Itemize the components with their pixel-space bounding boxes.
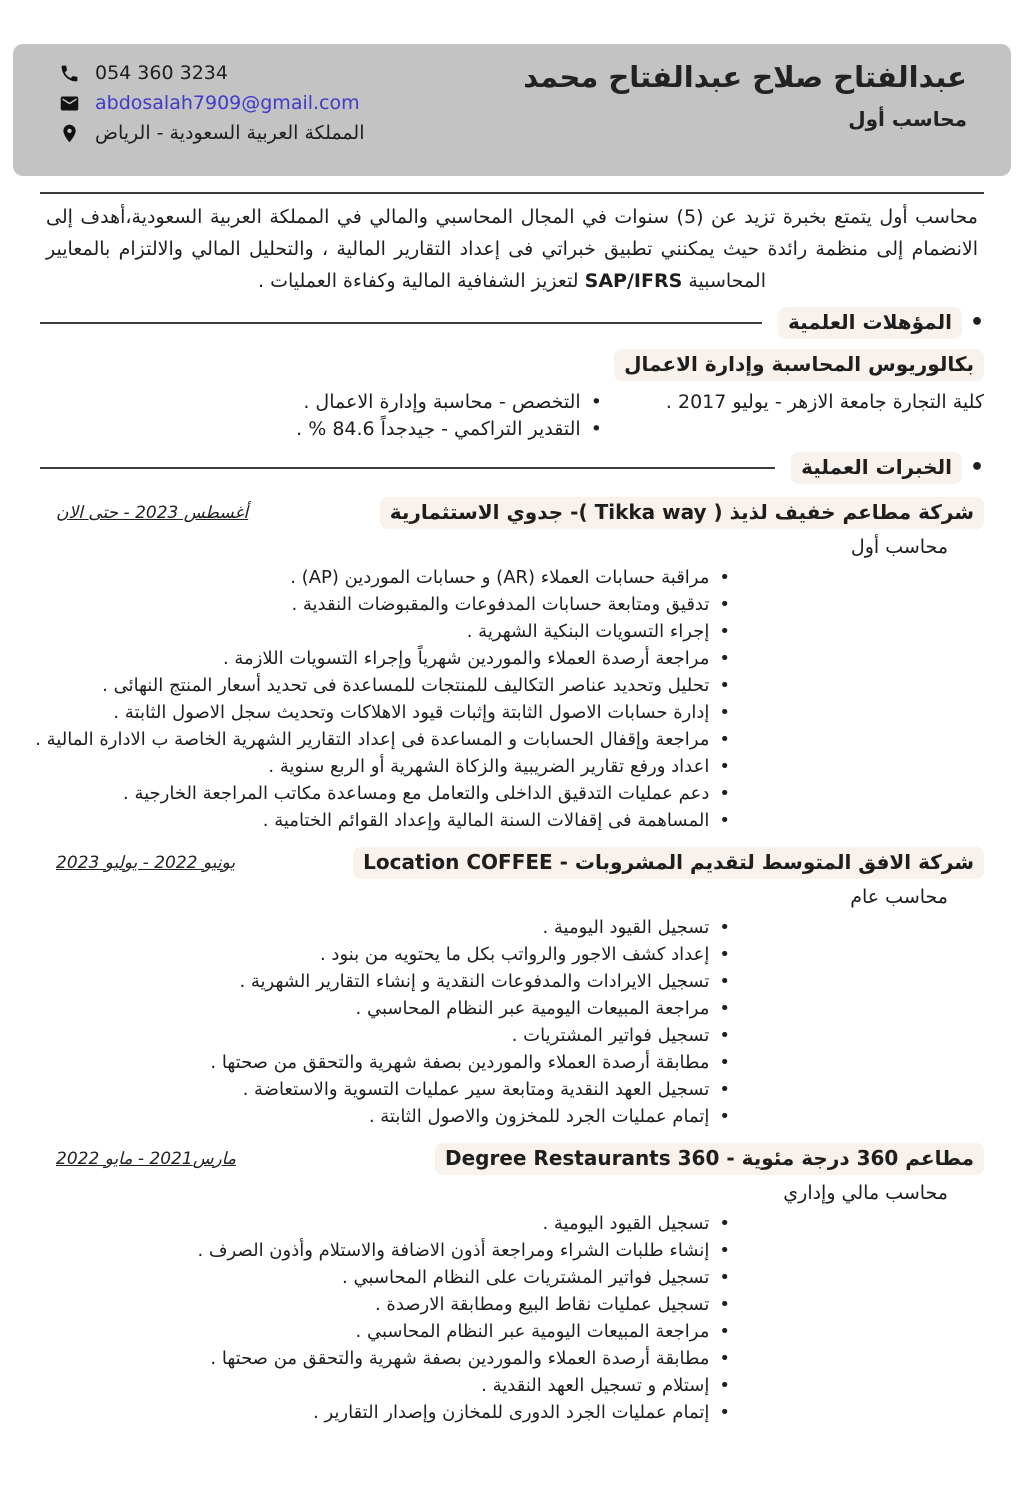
job-bullet: • مراجعة المبيعات اليومية عبر النظام المحاسبي .	[40, 1318, 730, 1345]
experience-heading: الخبرات العملية	[791, 452, 962, 484]
candidate-name: عبدالفتاح صلاح عبدالفتاح محمد	[523, 60, 967, 94]
job-role: محاسب مالي وإداري	[783, 1181, 948, 1204]
job-bullet: • إتمام عمليات الجرد للمخزون والاصول الثابتة .	[40, 1103, 730, 1130]
summary-text-2: لتعزيز الشفافية المالية وكفاءة العمليات .	[258, 269, 579, 292]
job-bullet: • تحليل وتحديد عناصر التكاليف للمنتجات للمساعدة فى تحديد أسعار المنتج النهائى .	[40, 672, 730, 699]
contact-location-row	[59, 122, 364, 144]
job-entry	[40, 847, 984, 1130]
job-bullet: • إدارة حسابات الاصول الثابتة وإثبات قيود الاهلاكات وتحديث سجل الاصول الثابتة .	[40, 699, 730, 726]
education-detail-item: • التخصص - محاسبة وإدارة الاعمال .	[296, 389, 602, 416]
job-bullet: • تدقيق ومتابعة حسابات المدفوعات والمقبوضات النقدية .	[40, 591, 730, 618]
resume-header	[13, 44, 1011, 176]
job-bullet-list	[40, 1210, 730, 1426]
job-entry	[35, 497, 984, 834]
company-name: شركة الافق المتوسط لتقديم المشروبات - Location COFFEE	[353, 847, 984, 879]
email-link[interactable]: abdosalah7909@gmail.com	[95, 92, 360, 114]
identity-block	[523, 60, 967, 176]
job-bullet: • تسجيل فواتير المشتريات .	[40, 1022, 730, 1049]
summary-text-1: محاسب أول يتمتع بخبرة تزيد عن (5) سنوات في المجال المحاسبي والمالي في المملكة العربية السعودية،أهدف إلى الانضمام إلى منظمة رائدة حيث يمكنني تطبيق خبراتي فى إعداد التقارير المالية ، والتحليل المالي والالتزام بالمعايير المحاسبية	[46, 206, 978, 292]
section-header-experience	[40, 452, 984, 484]
education-detail-item: • التقدير التراكمي - جيدجداً 84.6 % .	[296, 416, 602, 443]
section-rule	[40, 322, 762, 324]
job-dates: أغسطس 2023 - حتى الان	[56, 502, 249, 523]
job-header	[40, 1143, 984, 1175]
location-text: المملكة العربية السعودية - الرياض	[95, 122, 365, 144]
job-bullet: • اعداد ورفع تقارير الضريبية والزكاة الشهرية أو الربع سنوية .	[40, 753, 730, 780]
job-bullet: • تسجيل الايرادات والمدفوعات النقدية و إنشاء التقارير الشهرية .	[40, 968, 730, 995]
job-bullet-list	[40, 914, 730, 1130]
profile-summary	[46, 202, 978, 298]
phone-icon	[59, 63, 80, 84]
job-bullet: • إستلام و تسجيل العهد النقدية .	[40, 1372, 730, 1399]
job-bullet: • دعم عمليات التدقيق الداخلى والتعامل مع ومساعدة مكاتب المراجعة الخارجية .	[40, 780, 730, 807]
job-bullet: • إجراء التسويات البنكية الشهرية .	[40, 618, 730, 645]
job-bullet: • تسجيل القيود اليومية .	[40, 914, 730, 941]
job-bullet: • إنشاء طلبات الشراء ومراجعة أذون الاضافة والاستلام وأذون الصرف .	[40, 1237, 730, 1264]
top-divider	[40, 192, 984, 194]
job-bullet: • مطابقة أرصدة العملاء والموردين بصفة شهرية والتحقق من صحتها .	[40, 1049, 730, 1076]
school-line: كلية التجارة جامعة الازهر - يوليو 2017 .	[665, 390, 984, 413]
education-details-row	[40, 389, 984, 443]
job-bullet: • تسجيل فواتير المشتريات على النظام المحاسبي .	[40, 1264, 730, 1291]
envelope-icon	[59, 93, 80, 114]
location-pin-icon	[59, 123, 80, 144]
job-bullet: • إعداد كشف الاجور والرواتب بكل ما يحتويه من بنود .	[40, 941, 730, 968]
section-header-education	[40, 307, 984, 339]
company-name: مطاعم 360 درجة مئوية - Degree Restaurants 360	[435, 1143, 984, 1175]
contact-block	[59, 62, 364, 176]
jobs-list	[35, 497, 984, 1426]
summary-highlight: SAP/IFRS	[584, 269, 683, 292]
education-heading: المؤهلات العلمية	[778, 307, 962, 339]
degree-title: بكالوريوس المحاسبة وإدارة الاعمال	[614, 349, 984, 381]
job-dates: يونيو 2022 - يوليو 2023	[56, 852, 236, 873]
job-bullet: • مطابقة أرصدة العملاء والموردين بصفة شهرية والتحقق من صحتها .	[40, 1345, 730, 1372]
job-bullet: • مراجعة أرصدة العملاء والموردين شهرياً وإجراء التسويات اللازمة .	[40, 645, 730, 672]
job-bullet: • تسجيل عمليات نقاط البيع ومطابقة الارصدة .	[40, 1291, 730, 1318]
job-header	[40, 497, 984, 529]
candidate-title: محاسب أول	[848, 106, 967, 131]
job-bullet: • مراجعة وإقفال الحسابات و المساعدة فى إعداد التقارير الشهرية الخاصة ب الادارة المالية .	[40, 726, 730, 753]
education-block	[40, 349, 984, 443]
education-detail-list	[296, 389, 602, 443]
job-bullet: • مراجعة المبيعات اليومية عبر النظام المحاسبي .	[40, 995, 730, 1022]
section-bullet-icon	[970, 310, 984, 335]
job-bullet: • مراقبة حسابات العملاء (AR) و حسابات الموردين (AP) .	[40, 564, 730, 591]
job-role: محاسب عام	[850, 885, 948, 908]
job-bullet-list	[35, 564, 730, 834]
company-name: شركة مطاعم خفيف لذيذ ( Tikka way )- جدوي الاستثمارية	[380, 497, 984, 529]
contact-email-row	[59, 92, 364, 114]
job-role: محاسب أول	[850, 535, 948, 558]
section-rule	[40, 467, 775, 469]
job-bullet: • تسجيل القيود اليومية .	[40, 1210, 730, 1237]
section-bullet-icon	[970, 455, 984, 480]
job-entry	[40, 1143, 984, 1426]
job-bullet: • المساهمة فى إقفالات السنة المالية وإعداد القوائم الختامية .	[40, 807, 730, 834]
job-dates: مارس2021 - مايو 2022	[56, 1148, 236, 1169]
job-bullet: • تسجيل العهد النقدية ومتابعة سير عمليات التسوية والاستعاضة .	[40, 1076, 730, 1103]
job-header	[40, 847, 984, 879]
phone-number: 054 360 3234	[95, 62, 228, 84]
job-bullet: • إتمام عمليات الجرد الدورى للمخازن وإصدار التقارير .	[40, 1399, 730, 1426]
contact-phone-row	[59, 62, 364, 84]
